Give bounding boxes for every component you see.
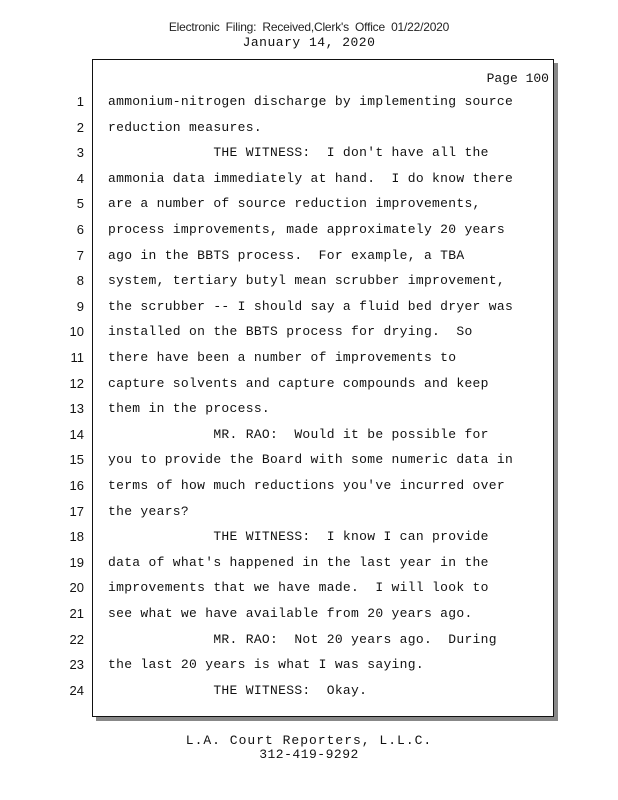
line-text: see what we have available from 20 years ago. [108,606,473,621]
line-text: MR. RAO: Not 20 years ago. During [108,632,497,647]
line-text: the years? [108,504,190,519]
line-number: 15 [69,452,84,467]
line-number: 21 [69,606,84,621]
line-text: ammonium-nitrogen discharge by implementing source [108,94,514,109]
line-number: 1 [76,94,84,109]
line-number: 3 [76,145,84,160]
page-number: Page 100 [486,71,549,86]
line-text: reduction measures. [108,120,262,135]
reporter-phone: 312-419-9292 [259,747,359,762]
line-number: 19 [69,555,84,570]
hearing-date: January 14, 2020 [242,35,376,50]
line-number: 10 [69,324,84,339]
line-text: them in the process. [108,401,271,416]
line-number: 23 [69,657,84,672]
line-text: data of what's happened in the last year in the [108,555,489,570]
line-text: there have been a number of improvements to [108,350,457,365]
line-text: ammonia data immediately at hand. I do know there [108,171,514,186]
line-text: installed on the BBTS process for drying. So [108,324,473,339]
reporter-company: L.A. Court Reporters, L.L.C. [185,733,433,748]
line-text: are a number of source reduction improvements, [108,196,481,211]
line-text: process improvements, made approximately 20 years [108,222,505,237]
line-number: 20 [69,580,84,595]
line-number: 14 [69,427,84,442]
line-text: THE WITNESS: I don't have all the [108,145,489,160]
line-text: you to provide the Board with some numeric data in [108,452,514,467]
line-number: 16 [69,478,84,493]
line-number: 8 [76,273,84,288]
line-number: 13 [69,401,84,416]
line-text: system, tertiary butyl mean scrubber improvement, [108,273,505,288]
line-number: 9 [76,299,84,314]
line-number: 24 [69,683,84,698]
line-number: 7 [76,248,84,263]
line-text: the scrubber -- I should say a fluid bed dryer was [108,299,514,314]
line-number: 5 [76,196,84,211]
line-number: 2 [76,120,84,135]
line-text: THE WITNESS: Okay. [108,683,368,698]
line-text: terms of how much reductions you've incurred over [108,478,505,493]
line-text: the last 20 years is what I was saying. [108,657,424,672]
line-text: MR. RAO: Would it be possible for [108,427,489,442]
line-number: 6 [76,222,84,237]
line-number: 17 [69,504,84,519]
line-text: capture solvents and capture compounds and keep [108,376,489,391]
line-number: 22 [69,632,84,647]
line-number: 12 [69,376,84,391]
line-number: 11 [70,350,84,365]
line-text: THE WITNESS: I know I can provide [108,529,489,544]
line-number: 18 [69,529,84,544]
line-number: 4 [76,171,84,186]
line-text: ago in the BBTS process. For example, a TBA [108,248,465,263]
line-text: improvements that we have made. I will look to [108,580,489,595]
filing-stamp: Electronic Filing: Received,Clerk's Office 01/22/2020 [168,20,450,34]
